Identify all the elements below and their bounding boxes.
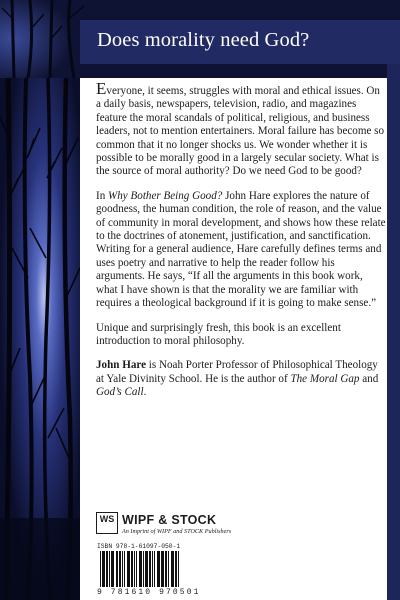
barcode-bar [152, 551, 153, 587]
barcode-bar [161, 551, 164, 587]
barcode-bar [136, 551, 137, 587]
barcode-bar [171, 551, 174, 587]
publisher-tagline: An Imprint of WIPF and STOCK Publishers [122, 528, 232, 535]
publisher-name: WIPF & STOCK [122, 513, 217, 527]
barcode-bar [102, 551, 105, 587]
barcode-bar [149, 551, 151, 587]
intro-paragraph [96, 79, 386, 179]
barcode-bar [119, 551, 121, 587]
bio-book-2: God’s Call [96, 386, 144, 399]
header-band [0, 0, 400, 78]
barcode-bar [116, 551, 118, 587]
barcode-bars [99, 551, 221, 587]
barcode-bar [143, 551, 144, 587]
page-title: Does morality need God? [97, 29, 310, 51]
barcode-bar [122, 551, 123, 587]
barcode-bar [111, 551, 114, 587]
intro-text: veryone, it seems, struggles with moral and ethical issues. On a daily basis, newspapers, television, radio, and magazines feature the moral scandals of political, religious, and business leaders, not to mention entertainers. Moral failure has become so common that it no longer shocks us. We wonder whether it is possible to be morally good in a largely secular society. What is the source of moral authority? Do we need God to be good? [96, 85, 385, 178]
summary-text: John Hare explores the nature of goodness, the human condition, the role of reason, and the value of community in moral development, and shows how these relate to the doctrines of atonement, justification, and sanctification. Writing for a general audience, Hare carefully defines terms and uses poetry and narrative to help the reader follow his arguments. He says, “If all the arguments in this book work, what I have shown is that the morality we are familiar with requires a theological background if it is going to make sense.” [96, 189, 386, 310]
publisher-mark: WS [96, 512, 118, 534]
summary-lead: In [96, 189, 109, 202]
publisher-logo [96, 512, 296, 538]
summary-paragraph [96, 190, 386, 311]
barcode-bar [139, 551, 142, 587]
bio-text: is Noah Porter Professor of Philosophical Theology at Yale Divinity School. He is the author of [96, 359, 378, 385]
isbn-barcode [97, 543, 225, 599]
barcode-bar [100, 551, 101, 587]
book-title: Why Bother Being Good? [108, 189, 223, 202]
barcode-bar [131, 551, 133, 587]
barcode-bar [178, 551, 179, 587]
barcode-bar [124, 551, 125, 587]
barcode-bar [157, 551, 160, 587]
bio-text-end: . [143, 386, 147, 399]
barcode-bar [175, 551, 177, 587]
forest-night-image [0, 78, 80, 600]
author-bio [96, 359, 386, 399]
barcode-bar [165, 551, 167, 587]
barcode-bar [168, 551, 169, 587]
bio-book-1: The Moral Gap [290, 372, 360, 385]
right-color-strip [387, 64, 400, 600]
barcode-bar [127, 551, 130, 587]
drop-cap: E [96, 79, 107, 98]
barcode-bar [154, 551, 155, 587]
barcode-bar [109, 551, 110, 587]
isbn-label: ISBN 978-1-61097-050-1 [97, 543, 181, 550]
barcode-bar [134, 551, 135, 587]
bio-text-join: and [359, 372, 379, 385]
barcode-bar [145, 551, 148, 587]
back-cover-copy [96, 79, 386, 411]
closing-paragraph: Unique and surprisingly fresh, this book is an excellent introduction to moral philosophy. [96, 321, 341, 347]
barcode-digits: 9 781610 970501 [97, 588, 201, 597]
author-name: John Hare [96, 359, 147, 372]
barcode-bar [106, 551, 108, 587]
